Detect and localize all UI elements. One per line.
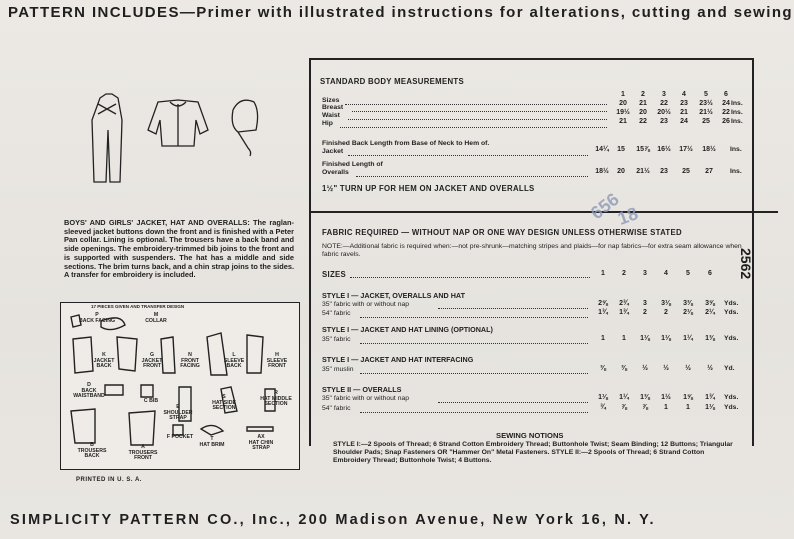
piece-label-r: R HAT MIDDLE SECTION xyxy=(260,390,292,408)
yardage-value: 1 xyxy=(601,335,605,342)
yardage-unit: Yds. xyxy=(724,394,739,401)
piece-label-ax: AX HAT CHIN STRAP xyxy=(248,434,274,452)
breast-value: 22 xyxy=(660,100,668,107)
style1-row2-label: 54" fabric xyxy=(322,310,351,317)
yardage-value: 1¼ xyxy=(619,394,629,401)
piece-label-l: L SLEEVE BACK xyxy=(223,352,245,370)
yardage-value: ½ xyxy=(707,365,713,372)
yardage-value: ⅞ xyxy=(642,404,648,411)
yardage-unit: Yds. xyxy=(724,404,739,411)
back-length-label: Finished Back Length from Base of Neck to Hem of. xyxy=(322,140,490,147)
piece-label-g: G JACKET FRONT xyxy=(141,352,163,370)
piece-label-b: B TROUSERS BACK xyxy=(77,442,107,460)
overalls-sketch xyxy=(92,94,122,182)
hip-unit: Ins. xyxy=(731,118,743,125)
notions-title: SEWING NOTIONS xyxy=(496,431,564,440)
breast-label: Breast xyxy=(322,104,344,111)
waist-unit: Ins. xyxy=(731,109,743,116)
yardage-value: 1⅜ xyxy=(640,394,650,401)
piece-label-c: C BIB xyxy=(143,398,159,404)
yardage-value: ½ xyxy=(642,365,648,372)
yardage-value: 2 xyxy=(664,309,668,316)
lining-title: STYLE I — JACKET AND HAT LINING (OPTIONAL) xyxy=(322,325,493,334)
hat-sketch xyxy=(232,100,257,156)
overalls-length-value: 20 xyxy=(617,168,625,175)
price-stamp: 18 xyxy=(615,203,641,229)
yardage-value: 1¾ xyxy=(619,309,629,316)
garment-sketches xyxy=(88,90,268,190)
footer-banner: SIMPLICITY PATTERN CO., Inc., 200 Madison Avenue, New York 16, N. Y. xyxy=(10,512,656,528)
yardage-value: ½ xyxy=(663,365,669,372)
overalls-length-value: 25 xyxy=(682,168,690,175)
breast-value: 23 xyxy=(680,100,688,107)
fabric-title: FABRIC REQUIRED — WITHOUT NAP OR ONE WAY DESIGN UNLESS OTHERWISE STATED xyxy=(322,228,682,237)
yardage-value: 3⅜ xyxy=(683,300,693,307)
hip-value: 25 xyxy=(702,118,710,125)
waist-value: 19½ xyxy=(616,109,630,116)
size-col-5: 5 xyxy=(704,91,708,98)
piece-label-h: H SLEEVE FRONT xyxy=(266,352,288,370)
overalls-length-value: 18½ xyxy=(595,168,609,175)
piece-label-p: P BACK FACING xyxy=(78,312,116,324)
price-stamp: 656 xyxy=(586,188,623,224)
printed-in-usa: PRINTED IN U. S. A. xyxy=(76,477,142,483)
size-col-2: 2 xyxy=(641,91,645,98)
style2-row1-label: 35" fabric with or without nap xyxy=(322,395,410,402)
overalls-length-value: 21½ xyxy=(636,168,650,175)
jacket-length-value: 14¼ xyxy=(595,146,609,153)
piece-label-e: E SHOULDER STRAP xyxy=(163,404,193,422)
yardage-value: 3 xyxy=(643,300,647,307)
fabric-size-col-6: 6 xyxy=(708,270,712,277)
yardage-value: 1⅜ xyxy=(705,335,715,342)
lining-row-label: 35" fabric xyxy=(322,336,351,343)
jacket-length-value: 17½ xyxy=(679,146,693,153)
yardage-value: 1⅛ xyxy=(598,394,608,401)
yardage-value: 1½ xyxy=(661,394,671,401)
overalls-length-unit: Ins. xyxy=(730,168,742,175)
piece-label-s: S HAT SIDE SECTION xyxy=(212,394,236,412)
breast-value: 24 xyxy=(722,100,730,107)
jacket-label: Jacket xyxy=(322,148,344,155)
notions-text: STYLE I:—2 Spools of Thread; 6 Strand Cotton Embroidery Thread; Buttonhole Twist; Seam Binding; 12 Buttons; Triangular Shoulder Pads; Snap Fasteners OR "Hammer On" Metal Fasteners. STYLE II:—2 Spools of Thread; 6 Strand Cotton Embroidery Thread; Buttonhole Twist; 4 Buttons. xyxy=(333,441,733,464)
waist-value: 20 xyxy=(639,109,647,116)
yardage-value: 3⅛ xyxy=(661,300,671,307)
size-col-1: 1 xyxy=(621,91,625,98)
hip-value: 21 xyxy=(619,118,627,125)
yardage-value: 1⅛ xyxy=(661,335,671,342)
interfacing-row-label: 35" muslin xyxy=(322,366,354,373)
yardage-value: 1¾ xyxy=(598,309,608,316)
yardage-value: 1¾ xyxy=(705,394,715,401)
yardage-value: ¾ xyxy=(600,404,606,411)
yardage-unit: Yds. xyxy=(724,300,739,307)
style2-title: STYLE II — OVERALLS xyxy=(322,385,402,394)
piece-label-n: N FRONT FACING xyxy=(180,352,200,370)
jacket-length-value: 16½ xyxy=(657,146,671,153)
hem-note: 1½" TURN UP FOR HEM ON JACKET AND OVERALLS xyxy=(322,184,535,193)
yardage-unit: Yds. xyxy=(724,309,739,316)
yardage-value: 3⅝ xyxy=(705,300,715,307)
fabric-note: NOTE:—Additional fabric is required when:—not pre-shrunk—matching stripes and plaids—for nap fabrics—for extra seam allowance when fabric ravels. xyxy=(322,243,742,258)
waist-value: 21 xyxy=(680,109,688,116)
overalls-label: Overalls xyxy=(322,169,349,176)
hip-label: Hip xyxy=(322,120,333,127)
style1-row1-label: 35" fabric with or without nap xyxy=(322,301,410,308)
yardage-value: 1⅛ xyxy=(705,404,715,411)
yardage-value: 2¾ xyxy=(619,300,629,307)
yardage-value: ⅞ xyxy=(621,404,627,411)
interfacing-title: STYLE I — JACKET AND HAT INTERFACING xyxy=(322,355,474,364)
jacket-length-value: 18½ xyxy=(702,146,716,153)
yardage-value: 1⅝ xyxy=(683,394,693,401)
header-banner: PATTERN INCLUDES—Primer with illustrated instructions for alterations, cutting and sewing xyxy=(8,4,793,21)
yardage-value: 2⅛ xyxy=(683,309,693,316)
yardage-value: 1 xyxy=(664,404,668,411)
overalls-length-value: 23 xyxy=(660,168,668,175)
style1-title: STYLE I — JACKET, OVERALLS AND HAT xyxy=(322,291,465,300)
size-col-4: 4 xyxy=(682,91,686,98)
chart-divider xyxy=(309,211,778,213)
jacket-length-value: 15 xyxy=(617,146,625,153)
jacket-length-unit: Ins. xyxy=(730,146,742,153)
hip-value: 24 xyxy=(680,118,688,125)
waist-value: 21½ xyxy=(699,109,713,116)
fabric-size-col-4: 4 xyxy=(664,270,668,277)
yardage-unit: Yd. xyxy=(724,365,735,372)
yardage-value: 1⅛ xyxy=(640,335,650,342)
fabric-size-col-3: 3 xyxy=(643,270,647,277)
piece-label-f: F POCKET xyxy=(166,434,194,440)
fabric-size-col-2: 2 xyxy=(622,270,626,277)
yardage-value: 2⅝ xyxy=(598,300,608,307)
hip-value: 23 xyxy=(660,118,668,125)
yardage-unit: Yds. xyxy=(724,335,739,342)
fabric-size-col-1: 1 xyxy=(601,270,605,277)
yardage-value: 2¼ xyxy=(705,309,715,316)
piece-label-t: T HAT BRIM xyxy=(199,436,225,448)
piece-label-m: M COLLAR xyxy=(145,312,167,324)
piece-label-a: A TROUSERS FRONT xyxy=(128,444,158,462)
yardage-value: ⅜ xyxy=(621,365,627,372)
yardage-value: ½ xyxy=(685,365,691,372)
yardage-value: 1 xyxy=(622,335,626,342)
overalls-length-label: Finished Length of xyxy=(322,161,383,168)
pieces-header: 17 PIECES GIVEN AND TRANSFER DESIGN xyxy=(91,304,185,309)
piece-label-d: D BACK WAISTBAND xyxy=(73,382,105,400)
sizes-label: Sizes xyxy=(322,97,340,104)
size-col-6: 6 xyxy=(724,91,728,98)
breast-value: 20 xyxy=(619,100,627,107)
overalls-length-value: 27 xyxy=(705,168,713,175)
breast-value: 23½ xyxy=(699,100,713,107)
waist-label: Waist xyxy=(322,112,340,119)
waist-value: 20½ xyxy=(657,109,671,116)
breast-unit: Ins. xyxy=(731,100,743,107)
size-col-3: 3 xyxy=(662,91,666,98)
garment-description: BOYS' AND GIRLS' JACKET, HAT AND OVERALLS: The raglan-sleeved jacket buttons down the front and is finished with a Peter Pan collar. Lining is optional. The trousers have a back band and side openings. The embroidery-trimmed bib joins to the front and is supported with suspenders. The hat has a middle and side sections. The brim turns back, and a chin strap joins to the sides. A transfer for embroidery is included. xyxy=(64,218,294,280)
pattern-pieces-diagram xyxy=(60,302,300,470)
breast-value: 21 xyxy=(639,100,647,107)
yardage-value: 2 xyxy=(643,309,647,316)
jacket-sketch xyxy=(148,100,208,146)
hip-value: 22 xyxy=(639,118,647,125)
piece-label-k: K JACKET BACK xyxy=(93,352,115,370)
waist-value: 22 xyxy=(722,109,730,116)
style2-row2-label: 54" fabric xyxy=(322,405,351,412)
jacket-length-value: 15⅞ xyxy=(636,146,650,153)
pattern-number: 2562 xyxy=(738,248,754,280)
yardage-value: 1 xyxy=(686,404,690,411)
hip-value: 26 xyxy=(722,118,730,125)
yardage-value: ⅜ xyxy=(600,365,606,372)
yardage-value: 1¼ xyxy=(683,335,693,342)
measurements-title: STANDARD BODY MEASUREMENTS xyxy=(320,77,464,86)
fabric-sizes-label: SIZES xyxy=(322,270,347,279)
fabric-size-col-5: 5 xyxy=(686,270,690,277)
